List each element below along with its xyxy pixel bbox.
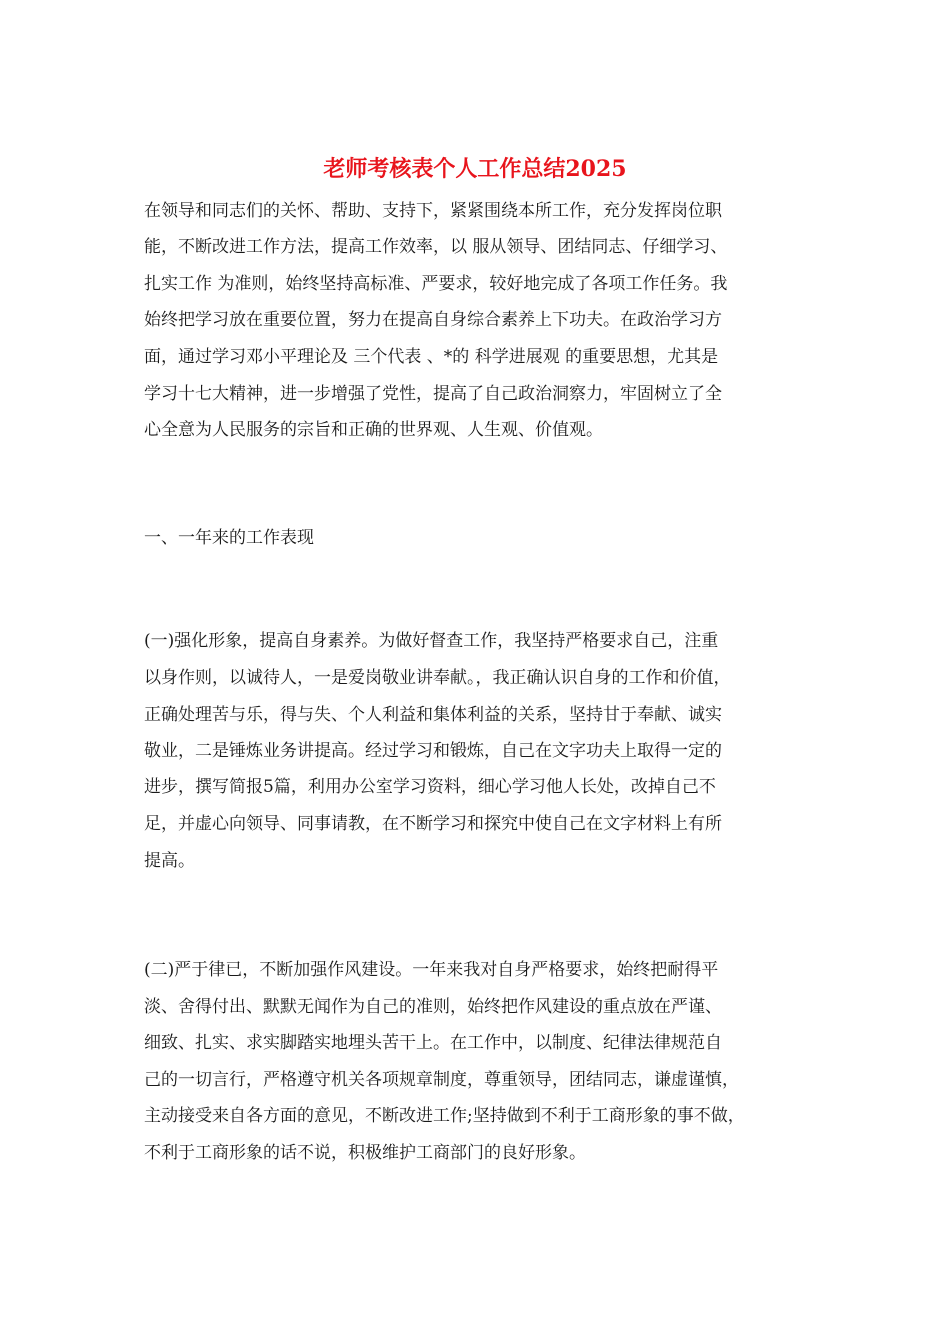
section-heading: 一、一年来的工作表现 (144, 528, 314, 548)
intro-line: 始终把学习放在重要位置，努力在提高自身综合素养上下功夫。在政治学习方 (144, 310, 722, 330)
para1-line: 进步，撰写简报5篇，利用办公室学习资料，细心学习他人长处，改掉自己不 (144, 777, 716, 797)
intro-line: 面，通过学习邓小平理论及 三个代表 、*的 科学进展观 的重要思想，尤其是 (144, 347, 719, 367)
intro-line: 扎实工作 为准则，始终坚持高标准、严要求，较好地完成了各项工作任务。我 (144, 274, 728, 294)
intro-line: 在领导和同志们的关怀、帮助、支持下，紧紧围绕本所工作，充分发挥岗位职 (144, 201, 722, 221)
intro-line: 学习十七大精神，进一步增强了党性，提高了自己政治洞察力，牢固树立了全 (144, 384, 722, 404)
para2-line: 己的一切言行，严格遵守机关各项规章制度，尊重领导，团结同志，谦虚谨慎， (144, 1070, 739, 1090)
para2-line: 不利于工商形象的话不说，积极维护工商部门的良好形象。 (144, 1143, 586, 1163)
para1-line: 提高。 (144, 851, 195, 871)
para2-line: 淡、舍得付出、默默无闻作为自己的准则，始终把作风建设的重点放在严谨、 (144, 997, 722, 1017)
para1-line: 敬业，二是锤炼业务讲提高。经过学习和锻炼，自己在文字功夫上取得一定的 (144, 741, 722, 761)
para1-line: 以身作则，以诚待人，一是爱岗敬业讲奉献。，我正确认识自身的工作和价值， (144, 668, 731, 688)
para2-line: 细致、扎实、求实脚踏实地埋头苦干上。在工作中，以制度、纪律法律规范自 (144, 1033, 722, 1053)
document-title: 老师考核表个人工作总结2025 (323, 156, 627, 182)
para2-line: 主动接受来自各方面的意见，不断改进工作;坚持做到不利于工商形象的事不做， (144, 1106, 745, 1126)
para1-line: 足，并虚心向领导、同事请教，在不断学习和探究中使自己在文字材料上有所 (144, 814, 722, 834)
para1-line: (一)强化形象，提高自身素养。为做好督查工作，我坚持严格要求自己，注重 (144, 631, 719, 651)
intro-line: 心全意为人民服务的宗旨和正确的世界观、人生观、价值观。 (144, 420, 603, 440)
para2-line: (二)严于律已，不断加强作风建设。一年来我对自身严格要求，始终把耐得平 (144, 960, 719, 980)
para1-line: 正确处理苦与乐，得与失、个人利益和集体利益的关系，坚持甘于奉献、诚实 (144, 705, 722, 725)
intro-line: 能，不断改进工作方法，提高工作效率，以 服从领导、团结同志、仔细学习、 (144, 237, 728, 257)
